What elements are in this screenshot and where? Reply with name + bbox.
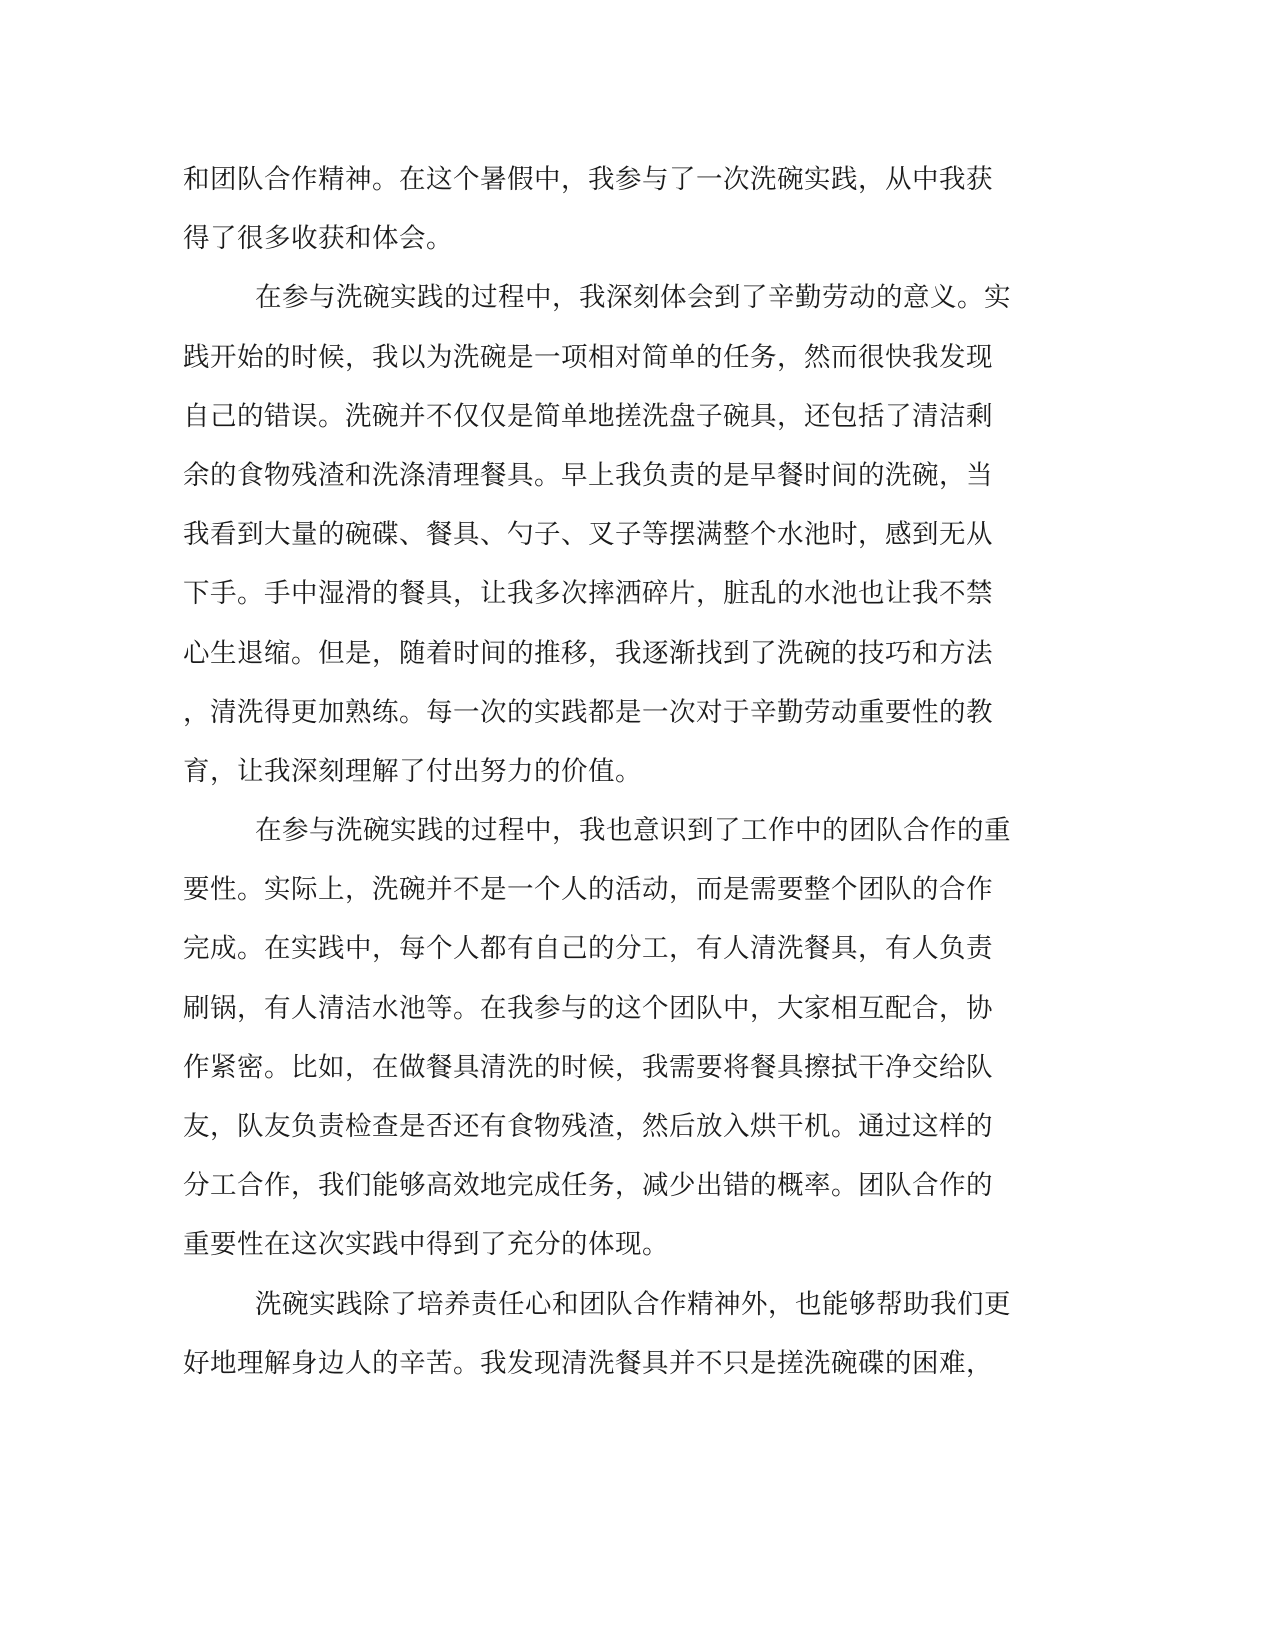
text-line: 好地理解身边人的辛苦。我发现清洗餐具并不只是搓洗碗碟的困难， <box>183 1347 993 1379</box>
text-line: 要性。实际上，洗碗并不是一个人的活动，而是需要整个团队的合作 <box>183 874 993 906</box>
text-line: ，清洗得更加熟练。每一次的实践都是一次对于辛勤劳动重要性的教 <box>183 696 993 728</box>
text-line: 育，让我深刻理解了付出努力的价值。 <box>183 755 642 787</box>
text-line: 我看到大量的碗碟、餐具、勺子、叉子等摆满整个水池时，感到无从 <box>183 519 993 551</box>
text-line: 完成。在实践中，每个人都有自己的分工，有人清洗餐具，有人负责 <box>183 933 993 965</box>
paragraph-first-line: 在参与洗碗实践的过程中，我深刻体会到了辛勤劳动的意义。实 <box>255 282 1011 314</box>
text-line: 余的食物残渣和洗涤清理餐具。早上我负责的是早餐时间的洗碗，当 <box>183 459 993 491</box>
text-line: 心生退缩。但是，随着时间的推移，我逐渐找到了洗碗的技巧和方法 <box>183 637 993 669</box>
text-line: 刷锅，有人清洁水池等。在我参与的这个团队中，大家相互配合，协 <box>183 992 993 1024</box>
text-line: 践开始的时候，我以为洗碗是一项相对简单的任务，然而很快我发现 <box>183 341 993 373</box>
text-line: 和团队合作精神。在这个暑假中，我参与了一次洗碗实践，从中我获 <box>183 164 993 195</box>
text-line: 得了很多收获和体会。 <box>183 223 453 255</box>
text-line: 友，队友负责检查是否还有食物残渣，然后放入烘干机。通过这样的 <box>183 1111 993 1142</box>
text-line: 下手。手中湿滑的餐具，让我多次摔洒碎片，脏乱的水池也让我不禁 <box>183 578 993 610</box>
paragraph-first-line: 洗碗实践除了培养责任心和团队合作精神外，也能够帮助我们更 <box>255 1288 1011 1320</box>
body-text <box>183 150 1043 1393</box>
text-line: 分工合作，我们能够高效地完成任务，减少出错的概率。团队合作的 <box>183 1170 993 1202</box>
text-line: 作紧密。比如，在做餐具清洗的时候，我需要将餐具擦拭干净交给队 <box>183 1051 993 1083</box>
paragraph-first-line: 在参与洗碗实践的过程中，我也意识到了工作中的团队合作的重 <box>255 815 1011 847</box>
text-line: 自己的错误。洗碗并不仅仅是简单地搓洗盘子碗具，还包括了清洁剩 <box>183 400 993 432</box>
text-line: 重要性在这次实践中得到了充分的体现。 <box>183 1229 669 1261</box>
